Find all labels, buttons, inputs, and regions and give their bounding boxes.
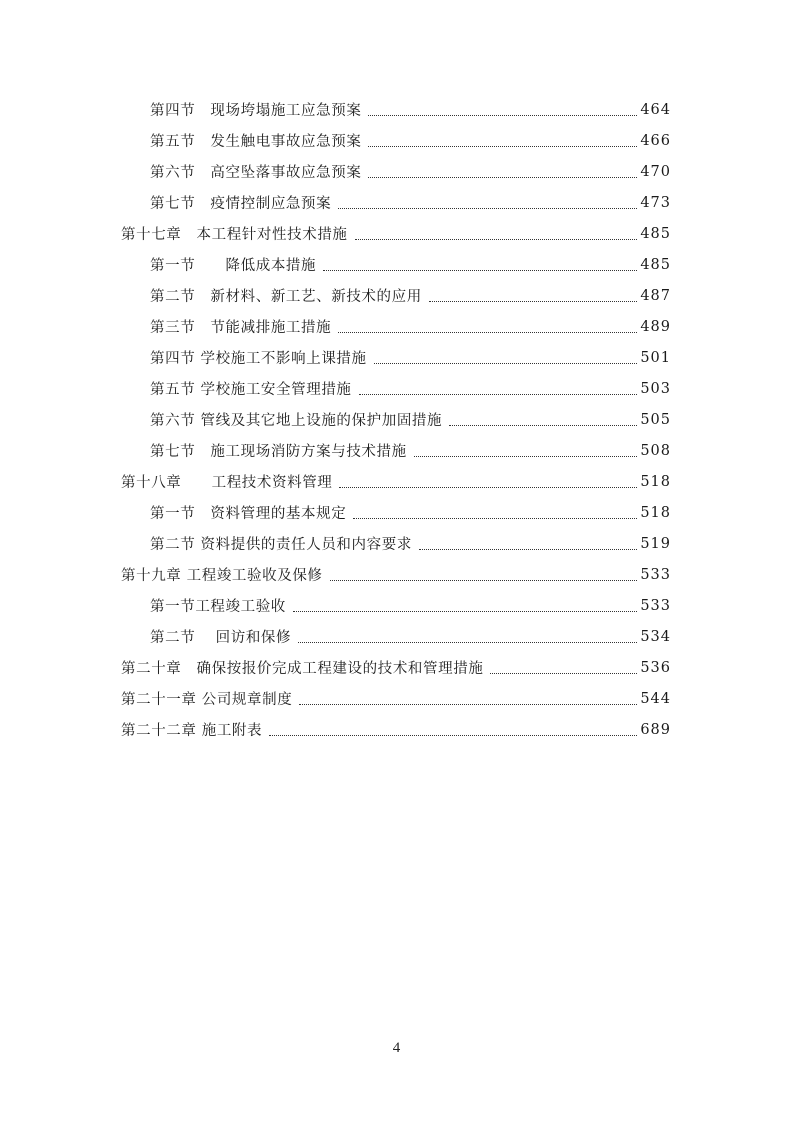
toc-entry-title: 发生触电事故应急预案	[210, 134, 362, 150]
toc-entry-title: 施工现场消防方案与技术措施	[210, 444, 407, 460]
toc-dot-leader	[299, 703, 637, 705]
toc-entry-page: 489	[640, 318, 671, 335]
toc-entry-page: 466	[640, 132, 671, 149]
toc-section-entry	[0, 280, 793, 311]
toc-section-entry	[0, 528, 793, 559]
toc-section-entry	[0, 94, 793, 125]
toc-entry-label: 第五节	[150, 382, 196, 398]
toc-entry-label: 第二十一章	[121, 692, 197, 708]
toc-section-entry	[0, 590, 793, 621]
toc-entry-gap	[181, 657, 196, 678]
toc-entry-gap	[181, 471, 211, 492]
toc-entry-page: 470	[640, 163, 671, 180]
toc-entry-page: 689	[640, 721, 671, 738]
toc-entry-title: 工程技术资料管理	[211, 475, 333, 491]
toc-dot-leader	[368, 145, 637, 147]
toc-entry-gap	[195, 130, 210, 151]
toc-section-entry	[0, 497, 793, 528]
toc-entry-gap	[181, 223, 196, 244]
toc-section-entry	[0, 156, 793, 187]
toc-entry-gap	[195, 502, 210, 523]
toc-dot-leader	[490, 672, 637, 674]
toc-entry-gap	[195, 626, 215, 647]
toc-section-entry	[0, 621, 793, 652]
toc-chapter-entry	[0, 466, 793, 497]
toc-entry-title: 新材料、新工艺、新技术的应用	[210, 289, 422, 305]
table-of-contents	[0, 94, 793, 745]
toc-dot-leader	[330, 579, 638, 581]
toc-dot-leader	[293, 610, 637, 612]
toc-entry-page: 501	[640, 349, 671, 366]
toc-entry-gap	[195, 254, 225, 275]
toc-dot-leader	[353, 517, 637, 519]
toc-section-entry	[0, 342, 793, 373]
toc-entry-gap	[195, 192, 210, 213]
toc-entry-label: 第一节	[150, 506, 196, 522]
toc-entry-title: 学校施工安全管理措施	[200, 382, 352, 398]
toc-entry-title: 确保按报价完成工程建设的技术和管理措施	[196, 661, 484, 677]
toc-entry-label: 第一节	[150, 599, 196, 615]
toc-dot-leader	[323, 269, 637, 271]
toc-entry-page: 518	[640, 473, 671, 490]
toc-entry-page: 534	[640, 628, 671, 645]
toc-entry-label: 第四节	[150, 103, 196, 119]
toc-entry-page: 487	[640, 287, 671, 304]
toc-entry-page: 536	[640, 659, 671, 676]
toc-dot-leader	[414, 455, 638, 457]
toc-entry-title: 资料提供的责任人员和内容要求	[200, 537, 412, 553]
toc-entry-label: 第二十二章	[121, 723, 197, 739]
toc-entry-label: 第五节	[150, 134, 196, 150]
toc-dot-leader	[298, 641, 637, 643]
toc-chapter-entry	[0, 218, 793, 249]
toc-dot-leader	[339, 486, 637, 488]
toc-entry-gap	[195, 440, 210, 461]
toc-entry-gap	[195, 99, 210, 120]
toc-dot-leader	[355, 238, 638, 240]
toc-entry-title: 公司规章制度	[201, 692, 293, 708]
toc-entry-page: 519	[640, 535, 671, 552]
toc-section-entry	[0, 311, 793, 342]
page-number: 4	[392, 1040, 401, 1056]
toc-dot-leader	[449, 424, 637, 426]
toc-entry-title: 管线及其它地上设施的保护加固措施	[200, 413, 443, 429]
toc-entry-label: 第六节	[150, 165, 196, 181]
toc-entry-title: 工程竣工验收及保修	[186, 568, 323, 584]
toc-chapter-entry	[0, 652, 793, 683]
toc-entry-title: 本工程针对性技术措施	[196, 227, 348, 243]
toc-entry-label: 第二十章	[121, 661, 182, 677]
toc-dot-leader	[359, 393, 638, 395]
toc-section-entry	[0, 249, 793, 280]
toc-dot-leader	[374, 362, 638, 364]
toc-dot-leader	[419, 548, 637, 550]
toc-section-entry	[0, 435, 793, 466]
toc-entry-label: 第七节	[150, 196, 196, 212]
toc-dot-leader	[368, 176, 637, 178]
toc-entry-label: 第四节	[150, 351, 196, 367]
toc-entry-page: 505	[640, 411, 671, 428]
toc-section-entry	[0, 125, 793, 156]
toc-dot-leader	[429, 300, 637, 302]
toc-entry-page: 533	[640, 566, 671, 583]
toc-entry-label: 第六节	[150, 413, 196, 429]
toc-entry-label: 第十八章	[121, 475, 182, 491]
toc-entry-title: 施工附表	[201, 723, 263, 739]
toc-entry-label: 第十九章	[121, 568, 182, 584]
toc-entry-page: 518	[640, 504, 671, 521]
toc-entry-label: 第二节	[150, 630, 196, 646]
toc-entry-gap	[195, 161, 210, 182]
toc-chapter-entry	[0, 714, 793, 745]
toc-entry-page: 533	[640, 597, 671, 614]
toc-entry-page: 485	[640, 256, 671, 273]
toc-entry-label: 第十七章	[121, 227, 182, 243]
toc-entry-label: 第七节	[150, 444, 196, 460]
toc-entry-page: 473	[640, 194, 671, 211]
toc-entry-label: 第三节	[150, 320, 196, 336]
toc-entry-label: 第二节	[150, 537, 196, 553]
toc-entry-gap	[195, 285, 210, 306]
toc-entry-page: 464	[640, 101, 671, 118]
toc-entry-title: 节能减排施工措施	[210, 320, 332, 336]
toc-section-entry	[0, 187, 793, 218]
toc-section-entry	[0, 373, 793, 404]
toc-entry-gap	[195, 316, 210, 337]
toc-entry-page: 544	[640, 690, 671, 707]
toc-entry-label: 第一节	[150, 258, 196, 274]
toc-dot-leader	[269, 734, 637, 736]
toc-entry-label: 第二节	[150, 289, 196, 305]
toc-entry-title: 疫情控制应急预案	[210, 196, 332, 212]
toc-dot-leader	[338, 331, 637, 333]
toc-section-entry	[0, 404, 793, 435]
toc-entry-title: 学校施工不影响上课措施	[200, 351, 367, 367]
toc-chapter-entry	[0, 559, 793, 590]
toc-entry-title: 回访和保修	[215, 630, 292, 646]
toc-entry-title: 现场垮塌施工应急预案	[210, 103, 362, 119]
toc-chapter-entry	[0, 683, 793, 714]
toc-entry-page: 485	[640, 225, 671, 242]
toc-dot-leader	[368, 114, 637, 116]
toc-entry-title: 高空坠落事故应急预案	[210, 165, 362, 181]
toc-entry-title: 工程竣工验收	[195, 599, 286, 615]
toc-entry-page: 508	[640, 442, 671, 459]
toc-dot-leader	[338, 207, 637, 209]
toc-entry-title: 降低成本措施	[225, 258, 317, 274]
toc-entry-page: 503	[640, 380, 671, 397]
toc-entry-title: 资料管理的基本规定	[210, 506, 347, 522]
